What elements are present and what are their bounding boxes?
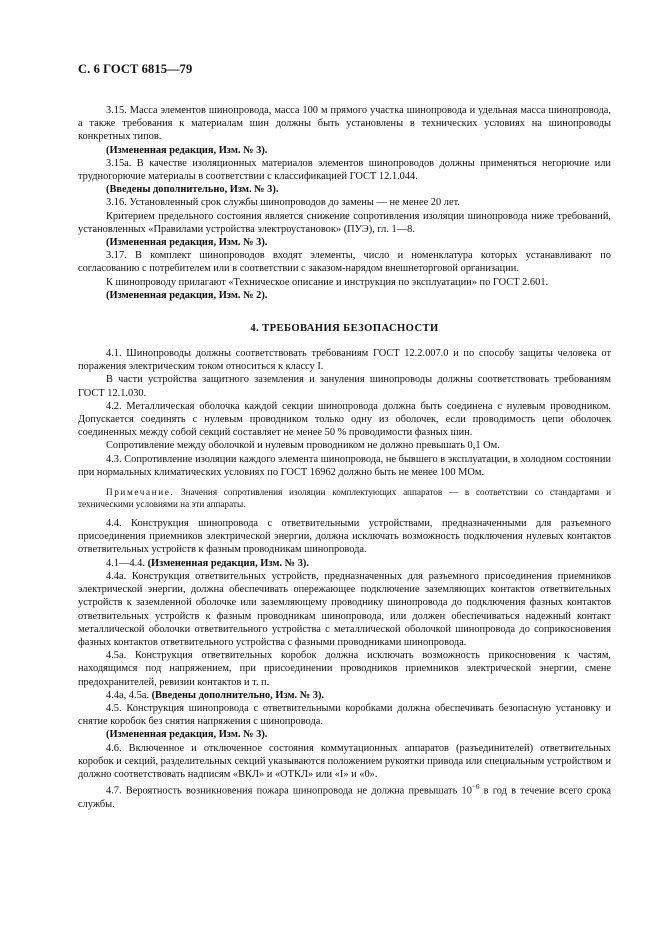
section-heading: 4. ТРЕБОВАНИЯ БЕЗОПАСНОСТИ bbox=[250, 323, 439, 335]
note-label: Примечание. bbox=[106, 487, 175, 498]
exponent: −6 bbox=[471, 783, 480, 792]
clause-3-17-manual: К шинопроводу прилагают «Техническое описание и инструкция по эксплуатации» по ГОСТ 2.601. bbox=[106, 276, 549, 288]
amendment-note: (Измененная редакция, Изм. № 3). bbox=[106, 237, 268, 249]
clause-4-6: 4.6. Включенное и отключенное состояния коммутационных аппаратов (разъединителей) ответвительных коробок и секций, разделительных секций указываются положением рукоятки привода или специальным устройством и должно соответствовать надписям «ВКЛ» и «ОТКЛ» или «I» и «0». bbox=[78, 742, 612, 780]
amendment-text: (Введены дополнительно, Изм. № 3). bbox=[149, 689, 325, 701]
clause-4-1-grounding: В части устройства защитного заземления и зануления шинопроводы должны соответствовать требованиям ГОСТ 12.1.030. bbox=[78, 374, 611, 399]
clause-4-4a: 4.4а. Конструкция ответвительных устройств, предназначенных для разъемного присоединения приемников электрической энергии, должна обеспечивать опережающее подключение заземляющих контактов ответвительных устройств к заземленной оболочке или заземляющему проводнику шинопровода до подключения фазных контактов ответвительных устройств к фазным проводникам шинопровода, или должен обеспечиваться надежный контакт металлической оболочки ответвительного устройства с металлической оболочкой шинопровода до соприкосновения фазных контактов ответвительного устройства с фазными проводниками шинопровода. bbox=[78, 570, 611, 648]
clause-4-4: 4.4. Конструкция шинопровода с ответвительными устройствами, предназначенными для разъемного присоединения приемников электрической энергии, должна исключать возможность подключения нулевых контактов ответвительных устройств к фазным проводникам шинопровода. bbox=[78, 518, 611, 556]
clause-4-7 bbox=[78, 781, 611, 811]
amendment-text: (Измененная редакция, Изм. № 3). bbox=[144, 557, 309, 569]
clause-4-7-text: 4.7. Вероятность возникновения пожара шинопровода не должна превышать 10 bbox=[106, 785, 472, 797]
amendment-note bbox=[78, 557, 611, 570]
amendment-note: (Измененная редакция, Изм. № 2). bbox=[106, 289, 268, 301]
amendment-clauses: 4.4а, 4.5а. bbox=[106, 689, 149, 701]
amendment-clauses: 4.1—4.4. bbox=[106, 557, 145, 569]
clause-3-16: 3.16. Установленный срок службы шинопроводов до замены — не менее 20 лет. bbox=[106, 197, 460, 209]
clause-3-17: 3.17. В комплект шинопроводов входят элементы, число и номенклатура которых устанавливают по согласованию с потребителем или в соответствии с заказом-нарядом внешнеторговой организации. bbox=[78, 250, 611, 275]
clause-4-2-resistance: Сопротивление между оболочкой и нулевым проводником не должно превышать 0,1 Ом. bbox=[106, 440, 500, 452]
clause-4-2: 4.2. Металлическая оболочка каждой секции шинопровода должна быть соединена с нулевым проводником. Допускается соединять с нулевым проводником только одну из оболочек, если проводимость цепи оболочек соединенных между собой секций составляет не менее 50 % проводимости фазных шин. bbox=[78, 400, 611, 439]
note bbox=[78, 486, 611, 510]
clause-4-1: 4.1. Шинопроводы должны соответствовать требованиям ГОСТ 12.2.007.0 и по способу защиты человека от поражения электрическим током относиться к классу I. bbox=[78, 348, 611, 373]
clause-4-5: 4.5. Конструкция шинопровода с ответвительными коробками должна обеспечивать безопасную установку и снятие коробок без снятия напряжения с шинопровода. bbox=[78, 702, 611, 728]
clause-3-15a: 3.15а. В качестве изоляционных материалов элементов шинопроводов должны применяться негорючие или трудногорючие материалы в соответствии с классификацией ГОСТ 12.1.044. bbox=[78, 157, 611, 183]
clause-4-5a: 4.5а. Конструкция ответвительных коробок должна исключать возможность прикосновения к частям, находящимся под напряжением, при присоединении проводников приемников электрической энергии, смене предохранителей, ревизии контактов и т. п. bbox=[78, 650, 611, 688]
amendment-note: (Измененная редакция, Изм. № 3). bbox=[106, 729, 268, 741]
page-header: С. 6 ГОСТ 6815—79 bbox=[78, 62, 193, 76]
note-text: Значения сопротивления изоляции комплектующих аппаратов — в соответствии со стандартами и техническими условиями на эти аппараты. bbox=[78, 487, 611, 510]
amendment-note bbox=[78, 689, 611, 702]
clause-4-3: 4.3. Сопротивление изоляции каждого элемента шинопровода, не бывшего в эксплуатации, в холодном состоянии при нормальных климатических условиях по ГОСТ 16962 должно быть не менее 100 МОм. bbox=[78, 453, 611, 478]
clause-3-16-criterion: Критерием предельного состояния является снижение сопротивления изоляции шинопровода ниже требований, установленных «Правилами устройства электроустановок» (ПУЭ), гл. 1—8. bbox=[78, 210, 611, 235]
amendment-note: (Введены дополнительно, Изм. № 3). bbox=[106, 184, 279, 196]
amendment-note: (Измененная редакция, Изм. № 3). bbox=[106, 144, 268, 156]
clause-4-7-tail: в год в течение всего срока службы. bbox=[78, 785, 611, 810]
clause-3-15: 3.15. Масса элементов шинопровода, масса 100 м прямого участка шинопровода и удельная масса шинопровода, а также требования к материалам шин должны быть установлены в технических условиях на шинопроводы конкретных типов. bbox=[78, 105, 611, 143]
